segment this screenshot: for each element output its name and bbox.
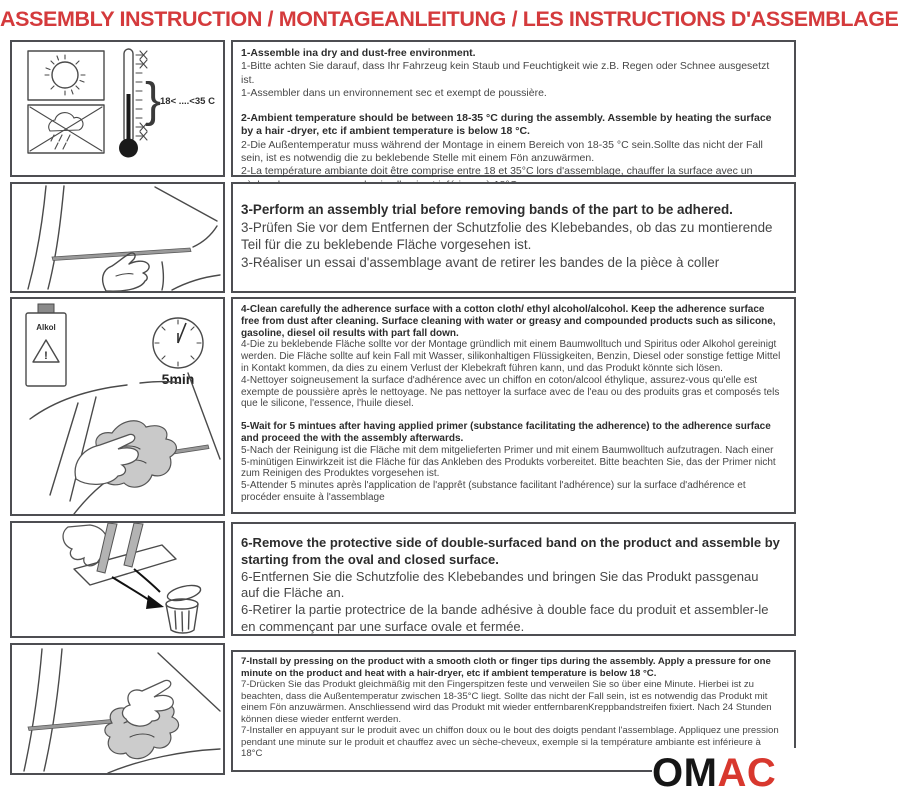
page-title: ASSEMBLY INSTRUCTION / MONTAGEANLEITUNG / LES INSTRUCTIONS D'ASSEMBLAGE <box>0 7 898 31</box>
peel-tape-to-trash-illustration <box>12 523 223 636</box>
alcohol-bottle-icon <box>26 304 66 386</box>
hand-holding-trim-illustration <box>12 184 223 291</box>
step1-text-en: 1-Assemble ina dry and dust-free environment. <box>241 47 476 59</box>
step3-text-fr: 3-Réaliser un essai d'assemblage avant de retirer les bandes de la pièce à coller <box>241 254 720 270</box>
row1-illustration-cell <box>10 40 225 177</box>
step2-text-de: 2-Die Außentemperatur muss während der Montage in einem Bereich von 18-35 °C sein.Sollte das nicht der Fall sein, ist es notwendig die zu beklebende Stelle mit einem Fön anzuwärmen. <box>241 138 763 165</box>
row4-illustration-cell <box>10 521 225 638</box>
sun-icon <box>28 51 104 100</box>
omac-logo-red-letters: AC <box>717 751 777 795</box>
step1-text-fr: 1-Assembler dans un environnement sec et exempt de poussière. <box>241 86 547 99</box>
step2-text-fr: 2-La température ambiante doit être comprise entre 18 et 35°C lors d'assemblage, chauffer la surface avec un <box>241 165 753 178</box>
step3-text-de: 3-Prüfen Sie vor dem Entfernen der Schutzfolie des Klebebandes, ob das zu montierende Teil für die zu beklebende Fläche vorgesehen ist. <box>241 219 773 253</box>
omac-logo-black-letters: OM <box>652 751 718 795</box>
step6-text-en: 6-Remove the protective side of double-surfaced band on the product and assemble by starting from the oval and closed surface. <box>241 535 780 567</box>
step4-text-fr: 4-Nettoyer soigneusement la surface d'adhérence avec un chiffon en coton/alcool éthylique, assurez-vous qu'elle est exempte de poussière après le nettoyage. Ne pas nettoyer la surface avec de l'eau ou des produits gras et composés tels que le silicone, l'essence, l'huile diesel. <box>241 374 780 410</box>
row1-text-cell <box>231 40 796 177</box>
clock-icon <box>153 318 203 387</box>
step5-text-en: 5-Wait for 5 mintues after having applied primer (substance facilitating the adherence) to the adherence surface and proceed the with the assembly afterwards. <box>241 421 771 444</box>
step6-text-fr: 6-Retirer la partie protectrice de la bande adhésive à double face du produit et assembler-le en commençant par une surface ovale et fermée. <box>241 602 769 634</box>
step4-text-en: 4-Clean carefully the adherence surface with a cotton cloth/ ethyl alcohol/alcohol. Keep the adherence surface free from dust after cleaning. Surface cleaning with water or greasy and compounded products such as silicone, gasoline, diesel oil results with part fall down. <box>241 304 776 339</box>
step4-text-de: 4-Die zu beklebende Fläche sollte vor der Montage gründlich mit einem Baumwolltuch und Spiritus oder Alkohol gereinigt werden. Die Fläche sollte auf kein Fall mit Wasser, silikonhaltigen Flüssigkeiten, Benzin, Diesel oder sonstige fettige Mittel in Kontakt kommen, da dies zu einem Verlust der Klebekraft führen kann, und das Produkt könnte sich lösen. <box>241 339 781 374</box>
thermometer-range-label: 18< ....<35 C <box>160 96 215 107</box>
no-rain-icon <box>28 105 104 153</box>
row2-illustration-cell <box>10 182 225 293</box>
step7-text-en: 7-Install by pressing on the product with a smooth cloth or finger tips during the assembly. Apply a pressure for one minute on the product and heat with a hair-dryer, etc if ambient temperature is below 18 °C. <box>241 656 771 679</box>
step2-text-en: 2-Ambient temperature should be between 18-35 °C during the assembly. Assemble by heating the surface by a hair -dryer, etc if ambient temperature is below 18 °C. <box>241 112 772 138</box>
hand-outline <box>103 253 149 291</box>
spacer <box>241 410 784 421</box>
row2-text-cell <box>231 182 796 293</box>
clock-label: 5min <box>161 371 195 387</box>
step7-text-de: 7-Drücken Sie das Produkt gleichmäßig mit den Fingerspitzen feste und verweilen Sie so über eine Minute. Hierbei ist zu beachten, dass die Außentemperatur zwischen 18-35°C liegt. Sollte das nicht der Fall sein, ist es notwendig das Produkt mit einem Fön anzuwärmen. Anschliessend wird das Produkt mit wieder entfernbarenKreppbandstreifen fixiert. Nach 24 Stunden können diese wieder entfernt werden. <box>241 679 772 725</box>
clean-surface-illustration <box>12 299 223 514</box>
arrow-to-trash <box>112 569 164 609</box>
row3-illustration-cell <box>10 297 225 516</box>
brace-glyph: } <box>145 74 162 127</box>
bottle-warning-mark: ! <box>44 350 48 362</box>
spacer <box>241 100 782 112</box>
protective-band <box>124 523 143 567</box>
trash-can-icon <box>166 583 202 633</box>
step5-text-de: 5-Nach der Reinigung ist die Fläche mit dem mitgelieferten Primer und mit einem Baumwolltuch aufzutragen. Nach einer 5-minütigen Einwirkzeit ist die Fläche für das Ankleben des Produkts vorbereitet. Bitte beachten Sie, das der Primer nicht zum Reinigen des Produktes vorgesehen ist. <box>241 444 776 480</box>
thermometer-icon <box>119 49 215 158</box>
row5-illustration-cell <box>10 643 225 775</box>
press-with-cloth-illustration <box>12 645 223 773</box>
step6-text-de: 6-Entfernen Sie die Schutzfolie des Klebebandes und bringen Sie das Produkt passgenau auf die Fläche an. <box>241 568 759 601</box>
row4-text-cell <box>231 522 796 636</box>
step5-text-fr: 5-Attender 5 minutes après l'application de l'apprêt (substance facilitant l'adhérence) sur la surface d'adhérence et procéder ensuite à l'assemblage <box>241 480 746 503</box>
step3-text-en: 3-Perform an assembly trial before removing bands of the part to be adhered. <box>241 202 733 217</box>
environment-illustration <box>12 42 223 175</box>
bottle-label: Alkol <box>36 323 56 332</box>
omac-logo <box>652 748 798 798</box>
step1-text-de: 1-Bitte achten Sie darauf, dass Ihr Fahrzeug kein Staub und Feuchtigkeit wie z.B. Regen oder Schnee ausgesetzt ist. <box>241 60 770 86</box>
step7-text-fr: 7-Installer en appuyant sur le produit avec un chiffon doux ou le bout des doigts pendant l'assemblage. Appliquez une pression pendant une minute sur le produit et chauffez avec un sèche-cheveux, exemple si la température ambiante est inférieure à 18°C <box>241 725 779 759</box>
row3-text-cell <box>231 297 796 514</box>
